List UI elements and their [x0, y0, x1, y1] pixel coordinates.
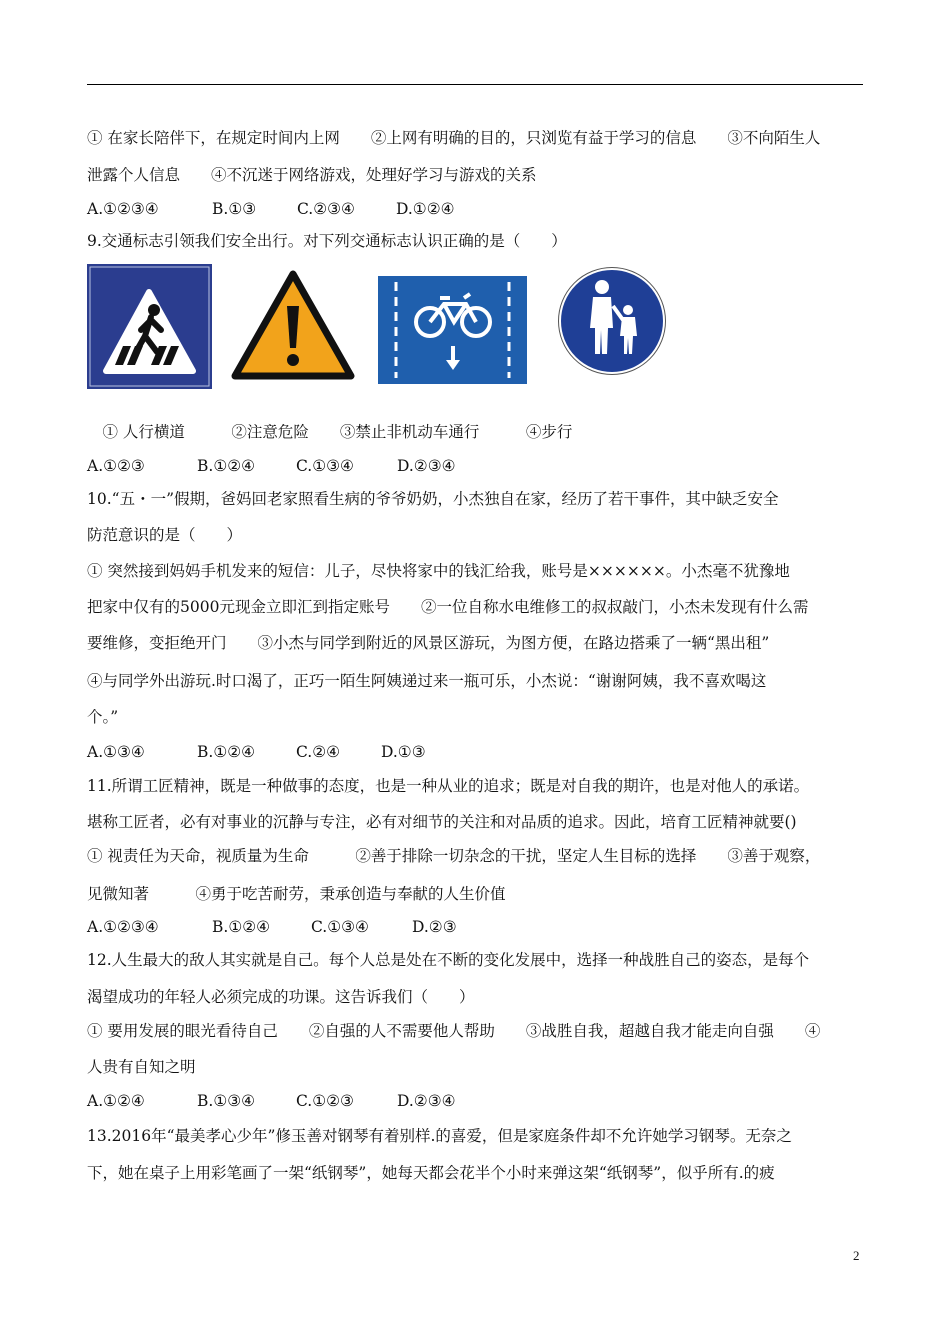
- q12-line-2: 渴望成功的年轻人必须完成的功课。这告诉我们（ ）: [87, 988, 475, 1006]
- q8-option-b: B.①③: [212, 200, 257, 218]
- q11-line-3: ① 视责任为天命，视质量为生命 ②善于排除一切杂念的干扰，坚定人生目标的选择 ③善于观察，: [87, 847, 821, 865]
- q12-option-a: A.①②④: [87, 1092, 145, 1110]
- header-rule: [87, 84, 863, 85]
- q11-option-a: A.①②③④: [87, 918, 159, 936]
- q9-stem: 9.交通标志引领我们安全出行。对下列交通标志认识正确的是（ ）: [87, 232, 567, 250]
- q8-option-c: C.②③④: [297, 200, 355, 218]
- q8-option-d: D.①②④: [396, 200, 455, 218]
- q11-line-1: 11.所谓工匠精神，既是一种做事的态度，也是一种从业的追求；既是对自我的期许，也是对他人的承诺。: [87, 777, 810, 795]
- q10-line-1: 10.“五・一”假期，爸妈回老家照看生病的爷爷奶奶，小杰独自在家，经历了若干事件，其中缺乏安全: [87, 490, 779, 508]
- q8-options: [87, 199, 455, 219]
- warning-danger-sign-icon: [230, 268, 356, 382]
- pedestrian-walk-sign-icon: [557, 266, 667, 376]
- q9-option-a: A.①②③: [87, 457, 145, 475]
- q8-line-1: ① 在家长陪伴下，在规定时间内上网 ②上网有明确的目的，只浏览有益于学习的信息 ③不向陌生人: [87, 129, 821, 147]
- q9-option-d: D.②③④: [397, 457, 456, 475]
- q10-option-c: C.②④: [296, 743, 341, 761]
- q10-line-3: ① 突然接到妈妈手机发来的短信：儿子，尽快将家中的钱汇给我，账号是××××××。小杰毫不犹豫地: [87, 562, 790, 580]
- bicycle-lane-sign-icon: [378, 276, 527, 384]
- q9-sign-labels: ① 人行横道 ②注意危险 ③禁止非机动车通行 ④步行: [87, 423, 573, 441]
- q11-option-b: B.①②④: [212, 918, 271, 936]
- q13-line-2: 下，她在桌子上用彩笔画了一架“纸钢琴”，她每天都会花半个小时来弹这架“纸钢琴”，似乎所有.的疲: [87, 1164, 775, 1182]
- q9-option-c: C.①③④: [296, 457, 354, 475]
- q10-line-2: 防范意识的是（ ）: [87, 526, 243, 544]
- q12-option-d: D.②③④: [397, 1092, 456, 1110]
- q10-line-7: 个。”: [87, 708, 119, 726]
- q8-option-a: A.①②③④: [87, 200, 159, 218]
- q10-line-5: 要维修，变拒绝开门 ③小杰与同学到附近的风景区游玩，为图方便，在路边搭乘了一辆“黑出租”: [87, 634, 770, 652]
- pedestrian-crossing-sign-icon: [87, 264, 212, 389]
- q11-option-d: D.②③: [412, 918, 457, 936]
- q12-options: [87, 1091, 456, 1111]
- q11-line-2: 堪称工匠者，必有对事业的沉静与专注，必有对细节的关注和对品质的追求。因此，培育工匠精神就要(): [87, 813, 797, 831]
- q10-option-a: A.①③④: [87, 743, 145, 761]
- q10-options: [87, 742, 426, 762]
- q11-options: [87, 917, 457, 937]
- q11-option-c: C.①③④: [311, 918, 369, 936]
- page-number: 2: [853, 1248, 860, 1263]
- q12-option-b: B.①③④: [197, 1092, 256, 1110]
- q10-option-d: D.①③: [381, 743, 426, 761]
- q9-options: [87, 456, 456, 476]
- q10-option-b: B.①②④: [197, 743, 256, 761]
- q11-line-4: 见微知著 ④勇于吃苦耐劳，秉承创造与奉献的人生价值: [87, 885, 506, 903]
- q12-option-c: C.①②③: [296, 1092, 354, 1110]
- q13-line-1: 13.2016年“最美孝心少年”修玉善对钢琴有着别样.的喜爱，但是家庭条件却不允许她学习钢琴。无奈之: [87, 1127, 792, 1145]
- q12-line-1: 12.人生最大的敌人其实就是自己。每个人总是处在不断的变化发展中，选择一种战胜自己的姿态，是每个: [87, 951, 810, 969]
- q9-option-b: B.①②④: [197, 457, 256, 475]
- q12-line-3: ① 要用发展的眼光看待自己 ②自强的人不需要他人帮助 ③战胜自我，超越自我才能走向自强 ④: [87, 1022, 821, 1040]
- q12-line-4: 人贵有自知之明: [87, 1058, 196, 1076]
- q8-line-2: 泄露个人信息 ④不沉迷于网络游戏，处理好学习与游戏的关系: [87, 166, 537, 184]
- q10-line-4: 把家中仅有的5000元现金立即汇到指定账号 ②一位自称水电维修工的叔叔敲门，小杰未发现有什么需: [87, 598, 809, 616]
- q10-line-6: ④与同学外出游玩.时口渴了，正巧一陌生阿姨递过来一瓶可乐，小杰说：“谢谢阿姨，我不喜欢喝这: [87, 672, 767, 690]
